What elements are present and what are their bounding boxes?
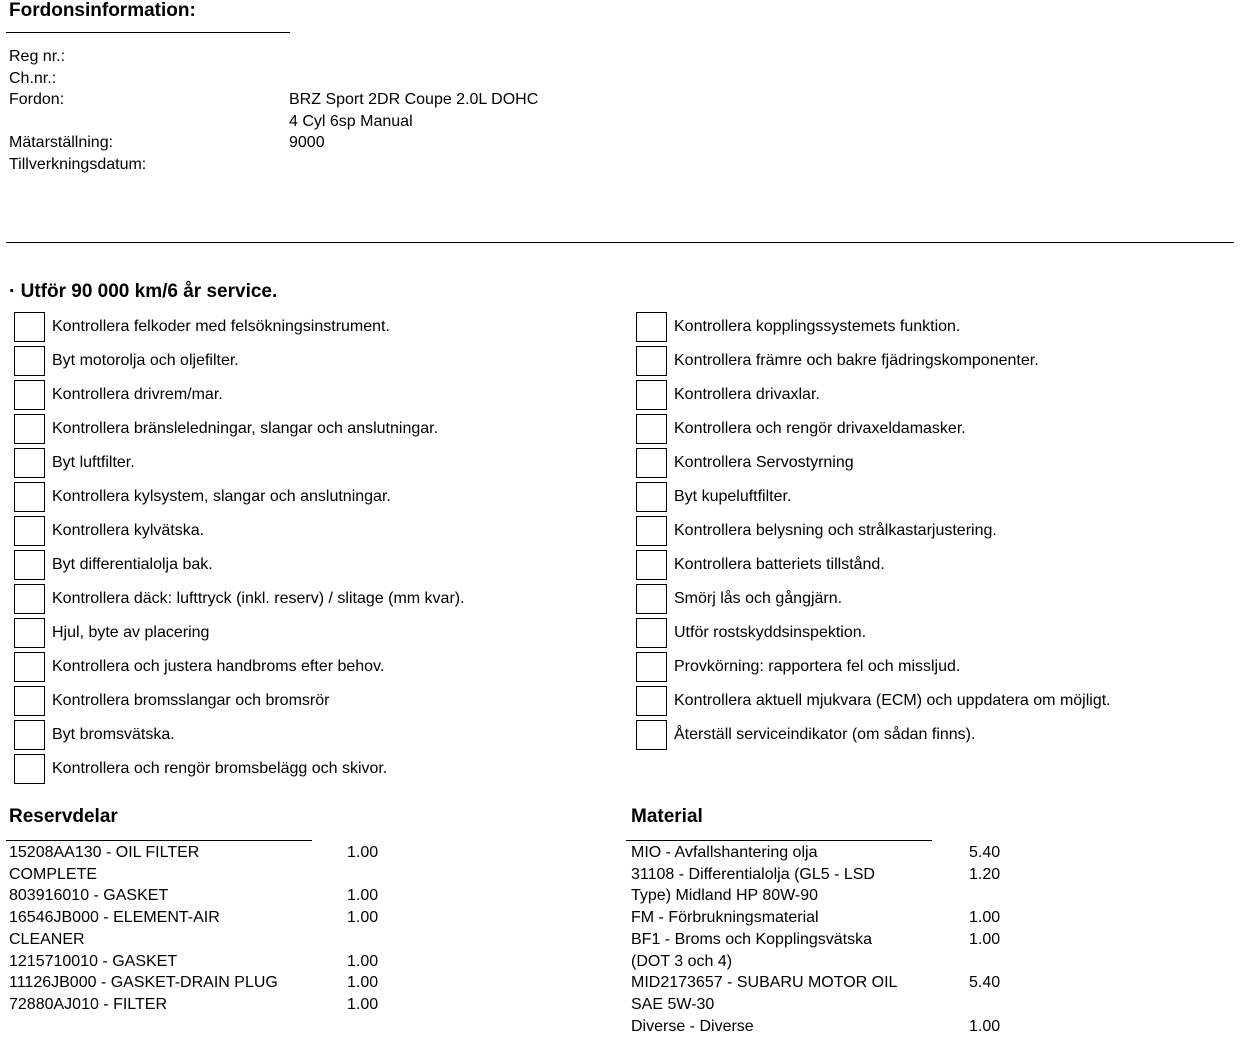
part-qty [347, 929, 407, 951]
part-row [9, 842, 407, 864]
checklist-item-label: Kontrollera främre och bakre fjädringskomponenter. [674, 352, 1039, 369]
vehicle-label: Fordon: [9, 91, 65, 108]
parts-list [9, 842, 407, 1016]
checklist-item-label: Kontrollera däck: lufttryck (inkl. reserv) / slitage (mm kvar). [52, 590, 465, 607]
checklist-item [14, 446, 465, 480]
checklist-item-label: Provkörning: rapportera fel och missljud. [674, 658, 961, 675]
checklist-item-label: Byt motorolja och oljefilter. [52, 352, 239, 369]
checklist-item [636, 310, 1111, 344]
part-name: CLEANER [9, 930, 85, 948]
checkbox[interactable] [636, 720, 667, 750]
checkbox[interactable] [636, 652, 667, 682]
part-qty: 1.00 [347, 995, 379, 1013]
checkbox[interactable] [636, 312, 667, 342]
vehicle-label: Reg nr.: [9, 48, 66, 65]
checklist-item [636, 650, 1111, 684]
material-row [631, 951, 1029, 973]
vehicle-value [289, 68, 609, 90]
parts-title: Reservdelar [9, 806, 118, 827]
part-name: COMPLETE [9, 865, 98, 883]
checkbox[interactable] [14, 686, 45, 716]
material-row [631, 972, 1029, 994]
checklist-item [14, 378, 465, 412]
checklist-item [14, 752, 465, 786]
checklist-item [14, 718, 465, 752]
checklist-item [14, 514, 465, 548]
checklist-item [636, 344, 1111, 378]
checklist-item [14, 548, 465, 582]
checklist-item [636, 718, 1111, 752]
checklist-item-label: Byt bromsvätska. [52, 726, 175, 743]
vehicle-label: Mätarställning: [9, 134, 114, 151]
checklist-item [14, 650, 465, 684]
part-name: 11126JB000 - GASKET-DRAIN PLUG [9, 974, 278, 992]
material-qty: 1.00 [969, 1017, 1001, 1035]
checkbox[interactable] [14, 482, 45, 512]
checklist-item-label: Kontrollera och justera handbroms efter behov. [52, 658, 385, 675]
checklist-item [14, 582, 465, 616]
part-row [9, 929, 407, 951]
material-qty [969, 994, 1029, 1016]
checkbox[interactable] [14, 652, 45, 682]
checkbox[interactable] [636, 482, 667, 512]
vehicle-row-manufacture-date [9, 154, 609, 176]
vehicle-value [289, 46, 609, 68]
vehicle-value: 9000 [289, 134, 325, 151]
checklist-item [14, 480, 465, 514]
checkbox[interactable] [14, 550, 45, 580]
part-row [9, 864, 407, 886]
material-qty [969, 885, 1029, 907]
checklist-item [636, 378, 1111, 412]
service-title: · Utför 90 000 km/6 år service. [9, 281, 278, 302]
part-row [9, 885, 407, 907]
part-row [9, 907, 407, 929]
checklist-item-label: Kontrollera kopplingssystemets funktion. [674, 318, 961, 335]
checklist-item-label: Kontrollera bromsslangar och bromsrör [52, 692, 330, 709]
material-name: Type) Midland HP 80W-90 [631, 887, 819, 905]
material-row [631, 842, 1029, 864]
checkbox[interactable] [14, 448, 45, 478]
checklist-item-label: Kontrollera batteriets tillstånd. [674, 556, 885, 573]
material-qty: 5.40 [969, 974, 1001, 992]
vehicle-label [9, 111, 289, 133]
page-title: Fordonsinformation: [9, 0, 196, 21]
checklist-item [636, 582, 1111, 616]
checklist-item-label: Kontrollera och rengör bromsbelägg och skivor. [52, 760, 388, 777]
vehicle-row-model-cont [9, 111, 609, 133]
checklist-item-label: Byt differentialolja bak. [52, 556, 213, 573]
checklist-item [14, 412, 465, 446]
vehicle-value [289, 154, 609, 176]
part-qty: 1.00 [347, 974, 379, 992]
checkbox[interactable] [14, 516, 45, 546]
service-checklist-right [636, 310, 1111, 752]
vehicle-value: BRZ Sport 2DR Coupe 2.0L DOHC [289, 91, 539, 108]
checklist-item [14, 684, 465, 718]
checklist-item-label: Smörj lås och gångjärn. [674, 590, 843, 607]
part-qty [347, 864, 407, 886]
checklist-item-label: Återställ serviceindikator (om sådan finns). [674, 726, 976, 743]
material-name: MIO - Avfallshantering olja [631, 844, 818, 861]
material-row [631, 994, 1029, 1016]
material-qty: 5.40 [969, 844, 1001, 861]
part-qty: 1.00 [347, 952, 379, 970]
checklist-item [14, 616, 465, 650]
vehicle-label: Tillverkningsdatum: [9, 155, 147, 173]
checklist-item-label: Kontrollera aktuell mjukvara (ECM) och uppdatera om möjligt. [674, 692, 1111, 709]
checkbox[interactable] [14, 584, 45, 614]
checkbox[interactable] [14, 346, 45, 376]
material-name: FM - Förbrukningsmaterial [631, 909, 819, 927]
part-row [9, 994, 407, 1016]
checklist-item-label: Kontrollera drivaxlar. [674, 386, 820, 403]
checklist-item-label: Kontrollera kylsystem, slangar och anslutningar. [52, 488, 391, 505]
material-qty: 1.00 [969, 930, 1001, 948]
checklist-item-label: Hjul, byte av placering [52, 624, 210, 641]
checkbox[interactable] [636, 550, 667, 580]
checkbox[interactable] [14, 414, 45, 444]
checklist-item-label: Kontrollera kylvätska. [52, 522, 205, 539]
checkbox[interactable] [636, 584, 667, 614]
checkbox[interactable] [636, 448, 667, 478]
material-name: Diverse - Diverse [631, 1017, 754, 1035]
part-name: 72880AJ010 - FILTER [9, 995, 168, 1013]
checkbox[interactable] [636, 686, 667, 716]
vehicle-row-chassis [9, 68, 609, 90]
checklist-item [636, 446, 1111, 480]
material-row [631, 864, 1029, 886]
material-qty: 1.00 [969, 909, 1001, 927]
part-name: 15208AA130 - OIL FILTER [9, 844, 200, 861]
material-qty [969, 951, 1029, 973]
checkbox[interactable] [14, 312, 45, 342]
part-name: 16546JB000 - ELEMENT-AIR [9, 909, 220, 927]
checklist-item [636, 684, 1111, 718]
part-row [9, 972, 407, 994]
vehicle-row-reg [9, 46, 609, 68]
part-name: 803916010 - GASKET [9, 887, 169, 905]
material-underline [626, 840, 932, 841]
parts-underline [6, 840, 312, 841]
title-underline [6, 32, 290, 33]
checkbox[interactable] [14, 618, 45, 648]
checkbox[interactable] [636, 516, 667, 546]
checklist-item-label: Byt kupeluftfilter. [674, 488, 792, 505]
checklist-item [636, 548, 1111, 582]
checklist-item [636, 616, 1111, 650]
material-row [631, 907, 1029, 929]
part-qty: 1.00 [347, 844, 379, 861]
material-name: 31108 - Differentialolja (GL5 - LSD [631, 865, 875, 883]
vehicle-info [9, 46, 609, 175]
checkbox[interactable] [636, 380, 667, 410]
material-title: Material [631, 806, 703, 827]
service-checklist-left [14, 310, 465, 786]
checkbox[interactable] [636, 414, 667, 444]
checkbox[interactable] [14, 380, 45, 410]
material-name: SAE 5W-30 [631, 995, 715, 1013]
checklist-item-label: Utför rostskyddsinspektion. [674, 624, 867, 641]
vehicle-label: Ch.nr.: [9, 69, 57, 87]
vehicle-row-model [9, 89, 609, 111]
checklist-item-label: Kontrollera och rengör drivaxeldamasker. [674, 420, 966, 437]
checklist-item [14, 310, 465, 344]
checklist-item [636, 514, 1111, 548]
checklist-item-label: Kontrollera belysning och strålkastarjustering. [674, 522, 997, 539]
checklist-item-label: Kontrollera Servostyrning [674, 454, 854, 471]
checklist-item [636, 480, 1111, 514]
part-qty: 1.00 [347, 887, 379, 905]
material-row [631, 929, 1029, 951]
material-qty: 1.20 [969, 865, 1001, 883]
section-divider [6, 242, 1234, 243]
material-name: MID2173657 - SUBARU MOTOR OIL [631, 974, 898, 992]
checkbox[interactable] [14, 720, 45, 750]
material-name: (DOT 3 och 4) [631, 952, 733, 970]
material-list [631, 842, 1029, 1037]
vehicle-value: 4 Cyl 6sp Manual [289, 112, 413, 130]
checklist-item-label: Kontrollera drivrem/mar. [52, 386, 223, 403]
checklist-item-label: Kontrollera felkoder med felsökningsinstrument. [52, 318, 390, 335]
checklist-item [636, 412, 1111, 446]
checkbox[interactable] [636, 346, 667, 376]
part-qty: 1.00 [347, 909, 379, 927]
checklist-item-label: Byt luftfilter. [52, 454, 135, 471]
checklist-item [14, 344, 465, 378]
material-row [631, 1016, 1029, 1038]
part-name: 1215710010 - GASKET [9, 952, 178, 970]
part-row [9, 951, 407, 973]
material-name: BF1 - Broms och Kopplingsvätska [631, 930, 872, 948]
checkbox[interactable] [14, 754, 45, 784]
vehicle-row-odometer [9, 132, 609, 154]
material-row [631, 885, 1029, 907]
checkbox[interactable] [636, 618, 667, 648]
checklist-item-label: Kontrollera bränsleledningar, slangar och anslutningar. [52, 420, 439, 437]
